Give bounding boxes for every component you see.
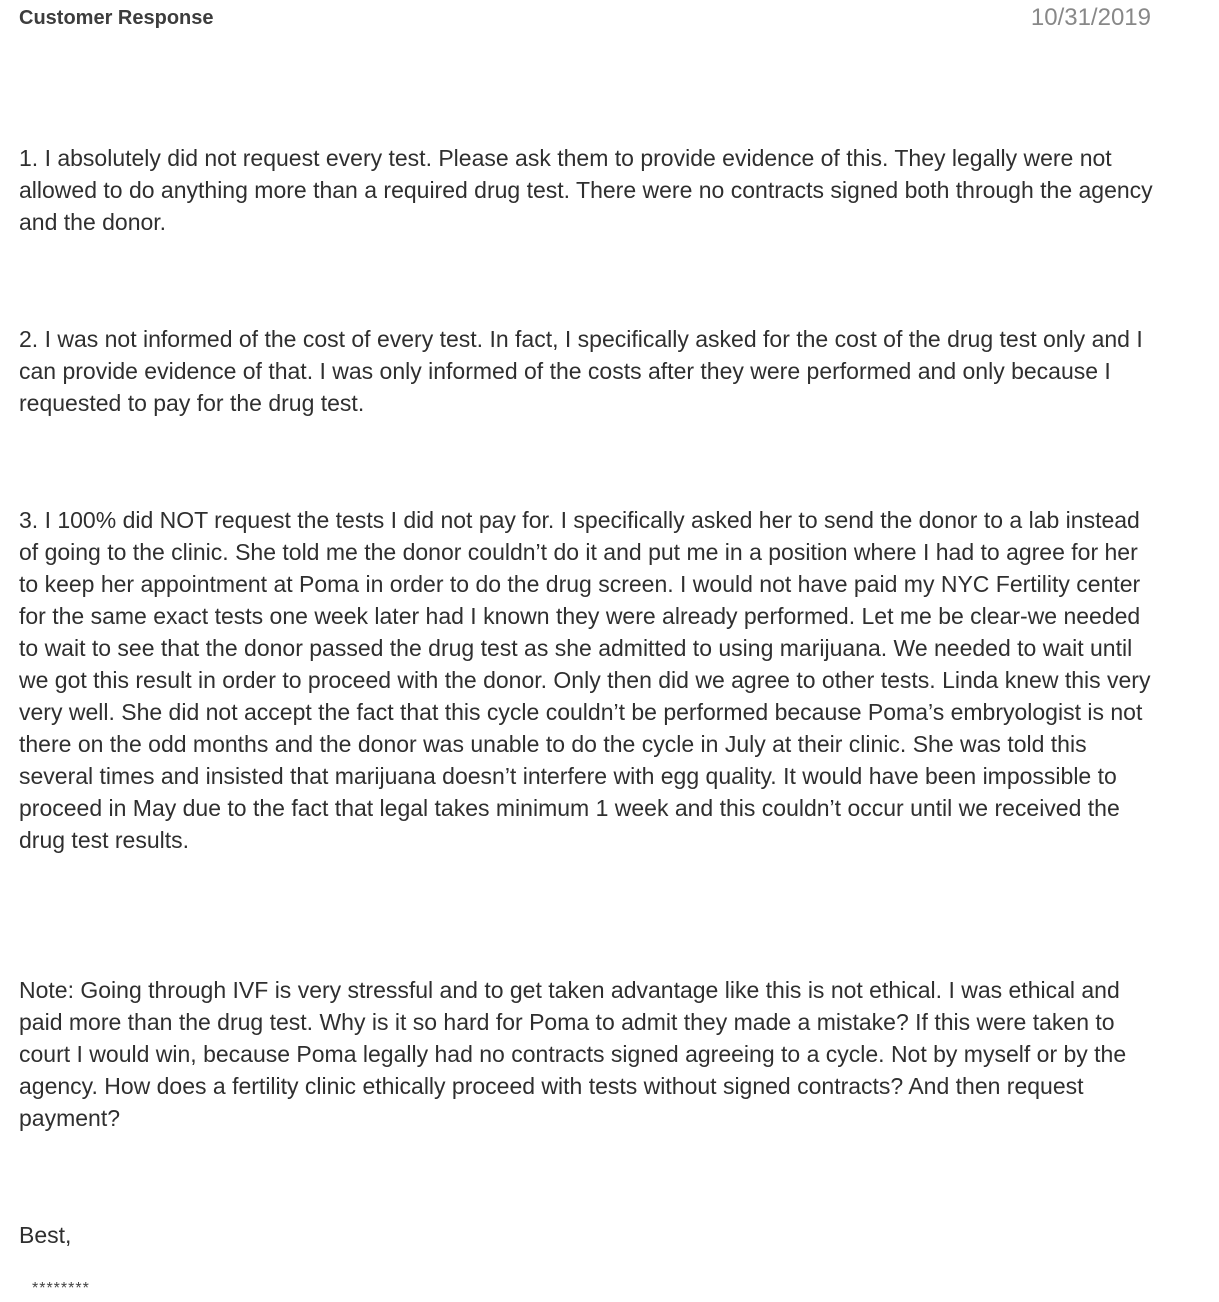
response-paragraph-2: 2. I was not informed of the cost of every test. In fact, I specifically asked for the cost of the drug test only and I can provide evidence of that. I was only informed of the costs after they were performed and only because I requested to pay for the drug test. <box>19 326 1143 416</box>
signature-redacted: ******** <box>32 1280 90 1297</box>
response-title: Customer Response <box>19 7 214 29</box>
response-header <box>19 4 1151 32</box>
response-date: 10/31/2019 <box>1030 4 1151 31</box>
response-paragraph-3: 3. I 100% did NOT request the tests I did not pay for. I specifically asked her to send the donor to a lab instead of going to the clinic. She told me the donor couldn’t do it and put me in a position where I had to agree for her to keep her appointment at Poma in order to do the drug screen. I would not have paid my NYC Fertility center for the same exact tests one week later had I known they were already performed. Let me be clear-we needed to wait to see that the donor passed the drug test as she admitted to using marijuana. We needed to wait until we got this result in order to proceed with the donor. Only then did we agree to other tests. Linda knew this very very well. She did not accept the fact that this cycle couldn’t be performed because Poma’s embryologist is not there on the odd months and the donor was unable to do the cycle in July at their clinic. She was told this several times and insisted that marijuana doesn’t interfere with egg quality. It would have been impossible to proceed in May due to the fact that legal takes minimum 1 week and this couldn’t occur until we received the drug test results. <box>19 507 1151 853</box>
closing-greeting: Best, <box>19 1222 72 1248</box>
response-note: Note: Going through IVF is very stressful and to get taken advantage like this is not ethical. I was ethical and paid more than the drug test. Why is it so hard for Poma to admit they made a mistake? If this were taken to court I would win, because Poma legally had no contracts signed agreeing to a cycle. Not by myself or by the agency. How does a fertility clinic ethically proceed with tests without signed contracts? And then request payment? <box>19 977 1127 1131</box>
response-paragraph-1: 1. I absolutely did not request every test. Please ask them to provide evidence of this. They legally were not allowed to do anything more than a required drug test. There were no contracts signed both through the agency and the donor. <box>19 145 1153 235</box>
